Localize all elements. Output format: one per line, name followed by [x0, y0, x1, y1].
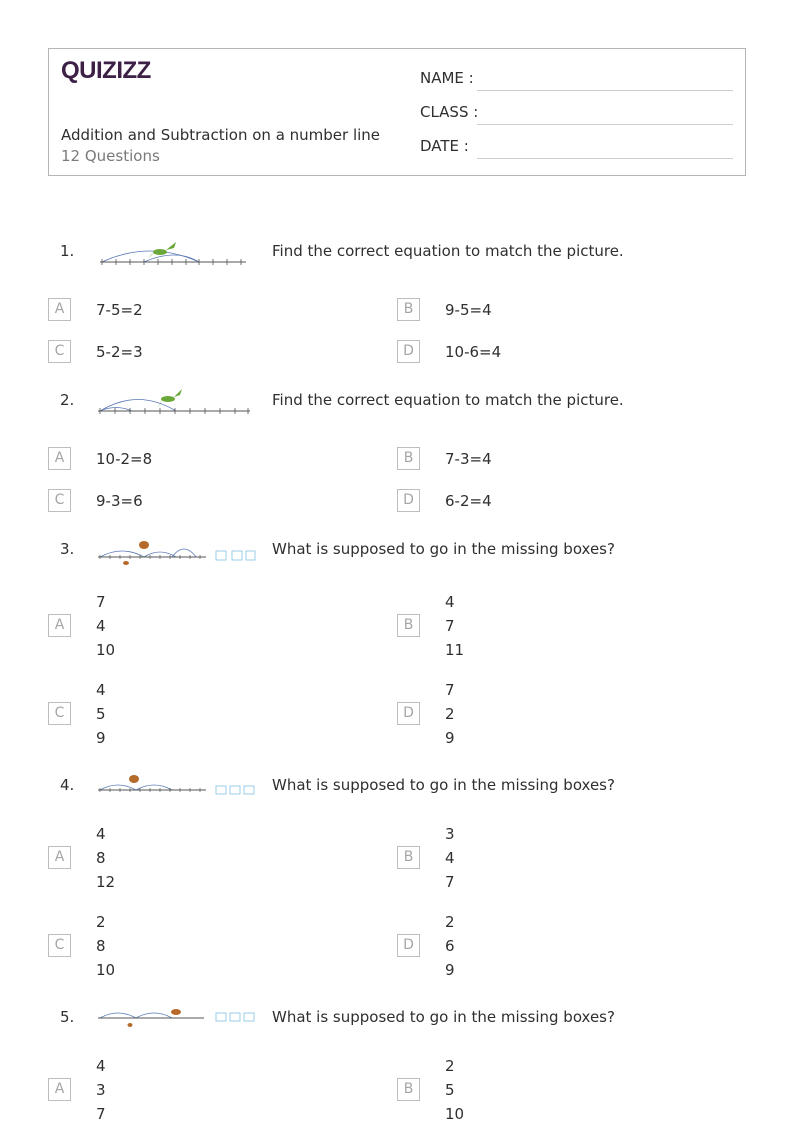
option-d-text[interactable]: 7 2 9 — [445, 681, 455, 747]
number-line-bee-image — [96, 770, 256, 800]
option-d-letter[interactable]: D — [397, 489, 420, 512]
option-d-text[interactable]: 10-6=4 — [445, 343, 502, 361]
question-number: 3. — [60, 540, 75, 558]
option-d-letter[interactable]: D — [397, 702, 420, 725]
option-c-text[interactable]: 4 5 9 — [96, 681, 106, 747]
number-line-frog-image — [96, 386, 254, 422]
option-c-text[interactable]: 2 8 10 — [96, 913, 116, 979]
option-a-letter[interactable]: A — [48, 298, 71, 321]
question-number: 5. — [60, 1008, 75, 1026]
option-b-text[interactable]: 7-3=4 — [445, 450, 492, 468]
date-line[interactable] — [477, 158, 733, 159]
option-a-letter[interactable]: A — [48, 1078, 71, 1101]
option-d-letter[interactable]: D — [397, 934, 420, 957]
option-c-letter[interactable]: C — [48, 340, 71, 363]
option-c-letter[interactable]: C — [48, 489, 71, 512]
question-text: What is supposed to go in the missing boxes? — [272, 540, 615, 558]
number-line-frog-image — [96, 238, 248, 272]
option-b-text[interactable]: 4 7 11 — [445, 593, 465, 659]
option-c-text[interactable]: 9-3=6 — [96, 492, 143, 510]
option-a-text[interactable]: 4 3 7 — [96, 1057, 106, 1123]
option-b-text[interactable]: 9-5=4 — [445, 301, 492, 319]
option-d-text[interactable]: 6-2=4 — [445, 492, 492, 510]
question-number: 1. — [60, 242, 75, 260]
worksheet-title: Addition and Subtraction on a number line — [61, 126, 381, 144]
option-a-letter[interactable]: A — [48, 447, 71, 470]
question-text: Find the correct equation to match the picture. — [272, 391, 624, 409]
option-a-text[interactable]: 7 4 10 — [96, 593, 116, 659]
option-a-text[interactable]: 10-2=8 — [96, 450, 153, 468]
option-a-text[interactable]: 4 8 12 — [96, 825, 116, 891]
option-d-text[interactable]: 2 6 9 — [445, 913, 455, 979]
name-label: NAME : — [420, 69, 474, 87]
option-c-text[interactable]: 5-2=3 — [96, 343, 143, 361]
option-b-letter[interactable]: B — [397, 614, 420, 637]
question-count: 12 Questions — [61, 147, 160, 165]
question-text: What is supposed to go in the missing boxes? — [272, 1008, 615, 1026]
option-b-letter[interactable]: B — [397, 298, 420, 321]
option-b-text[interactable]: 3 4 7 — [445, 825, 455, 891]
option-a-letter[interactable]: A — [48, 846, 71, 869]
question-number: 2. — [60, 391, 75, 409]
option-a-text[interactable]: 7-5=2 — [96, 301, 143, 319]
number-line-bee-image — [96, 535, 256, 567]
option-b-letter[interactable]: B — [397, 1078, 420, 1101]
quizizz-logo: QUIZIZZ — [61, 57, 151, 84]
date-field[interactable] — [420, 135, 733, 159]
option-d-letter[interactable]: D — [397, 340, 420, 363]
question-text: What is supposed to go in the missing boxes? — [272, 776, 615, 794]
question-text: Find the correct equation to match the picture. — [272, 242, 624, 260]
option-b-letter[interactable]: B — [397, 846, 420, 869]
option-a-letter[interactable]: A — [48, 614, 71, 637]
name-line[interactable] — [477, 90, 733, 91]
worksheet-header — [48, 48, 746, 176]
class-field[interactable] — [420, 101, 733, 125]
class-label: CLASS : — [420, 103, 479, 121]
question-number: 4. — [60, 776, 75, 794]
date-label: DATE : — [420, 137, 469, 155]
name-field[interactable] — [420, 67, 733, 91]
number-line-bee-image — [96, 1004, 256, 1030]
option-c-letter[interactable]: C — [48, 702, 71, 725]
option-c-letter[interactable]: C — [48, 934, 71, 957]
option-b-letter[interactable]: B — [397, 447, 420, 470]
class-line[interactable] — [477, 124, 733, 125]
option-b-text[interactable]: 2 5 10 — [445, 1057, 465, 1123]
